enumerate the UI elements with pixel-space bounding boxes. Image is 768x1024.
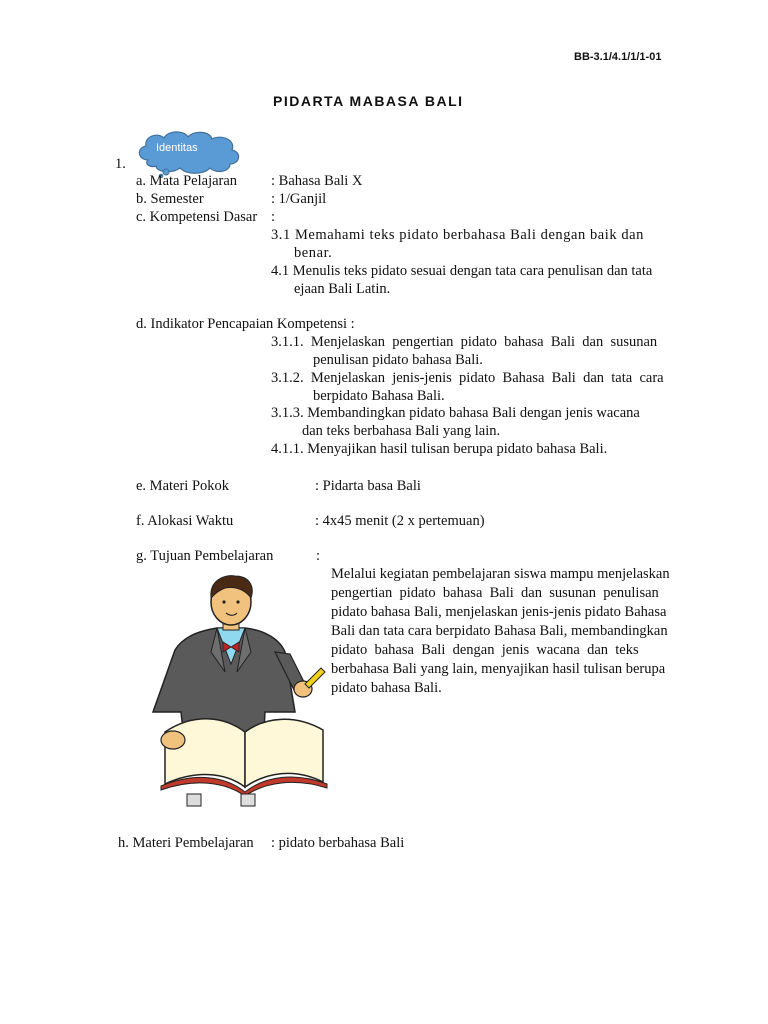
materi-pokok-value: : Pidarta basa Bali	[315, 478, 421, 494]
semester-label: b. Semester	[136, 191, 204, 207]
indikator-3-1-1-line2: penulisan pidato bahasa Bali.	[313, 352, 483, 368]
document-code: BB-3.1/4.1/1/1-01	[574, 51, 662, 63]
kompetensi-dasar-colon: :	[271, 209, 276, 225]
indikator-4-1-1: 4.1.1. Menyajikan hasil tulisan berupa pidato bahasa Bali.	[271, 441, 608, 457]
indikator-3-1-3-line2: dan teks berbahasa Bali yang lain.	[302, 423, 501, 439]
teacher-reading-book-illustration	[145, 572, 330, 807]
kd-3-1-line1: 3.1 Memahami teks pidato berbahasa Bali dengan baik dan	[271, 227, 644, 243]
mata-pelajaran-label: a. Mata Pelajaran	[136, 173, 238, 189]
indikator-label: d. Indikator Pencapaian Kompetensi :	[136, 316, 355, 332]
indikator-3-1-3-line1: 3.1.3. Membandingkan pidato bahasa Bali dengan jenis wacana	[271, 405, 640, 421]
tujuan-line: pengertian pidato bahasa Bali dan susunan penulisan	[331, 585, 659, 601]
section-number: 1.	[115, 156, 126, 172]
tujuan-pembelajaran-colon: :	[316, 548, 321, 564]
tujuan-line: berbahasa Bali yang lain, menyajikan hasil tulisan berupa	[331, 661, 666, 677]
materi-pembelajaran-value: : pidato berbahasa Bali	[271, 835, 405, 851]
materi-pokok-label: e. Materi Pokok	[136, 478, 230, 494]
tujuan-line: pidato bahasa Bali dengan jenis wacana dan teks	[331, 642, 639, 658]
kd-3-1-line2: benar.	[294, 245, 333, 261]
tujuan-line: pidato bahasa Bali.	[331, 680, 442, 696]
mata-pelajaran-value: : Bahasa Bali X	[271, 173, 363, 189]
alokasi-waktu-value: : 4x45 menit (2 x pertemuan)	[315, 513, 485, 529]
semester-value: : 1/Ganjil	[271, 191, 327, 207]
kd-4-1-line1: 4.1 Menulis teks pidato sesuai dengan tata cara penulisan dan tata	[271, 263, 653, 279]
page-title: PIDARTA MABASA BALI	[273, 93, 464, 109]
alokasi-waktu-label: f. Alokasi Waktu	[136, 513, 234, 529]
tujuan-line: pidato bahasa Bali, menjelaskan jenis-jenis pidato Bahasa	[331, 604, 667, 620]
identitas-label: Identitas	[156, 142, 198, 154]
kompetensi-dasar-label: c. Kompetensi Dasar	[136, 209, 258, 225]
indikator-3-1-1-line1: 3.1.1. Menjelaskan pengertian pidato bahasa Bali dan susunan	[271, 334, 658, 350]
tujuan-line: Melalui kegiatan pembelajaran siswa mampu menjelaskan	[331, 566, 670, 582]
indikator-3-1-2-line2: berpidato Bahasa Bali.	[313, 388, 445, 404]
tujuan-pembelajaran-label: g. Tujuan Pembelajaran	[136, 548, 274, 564]
kd-4-1-line2: ejaan Bali Latin.	[294, 281, 391, 297]
materi-pembelajaran-label: h. Materi Pembelajaran	[118, 835, 254, 851]
indikator-3-1-2-line1: 3.1.2. Menjelaskan jenis-jenis pidato Bahasa Bali dan tata cara	[271, 370, 664, 386]
tujuan-line: Bali dan tata cara berpidato Bahasa Bali, membandingkan	[331, 623, 668, 639]
